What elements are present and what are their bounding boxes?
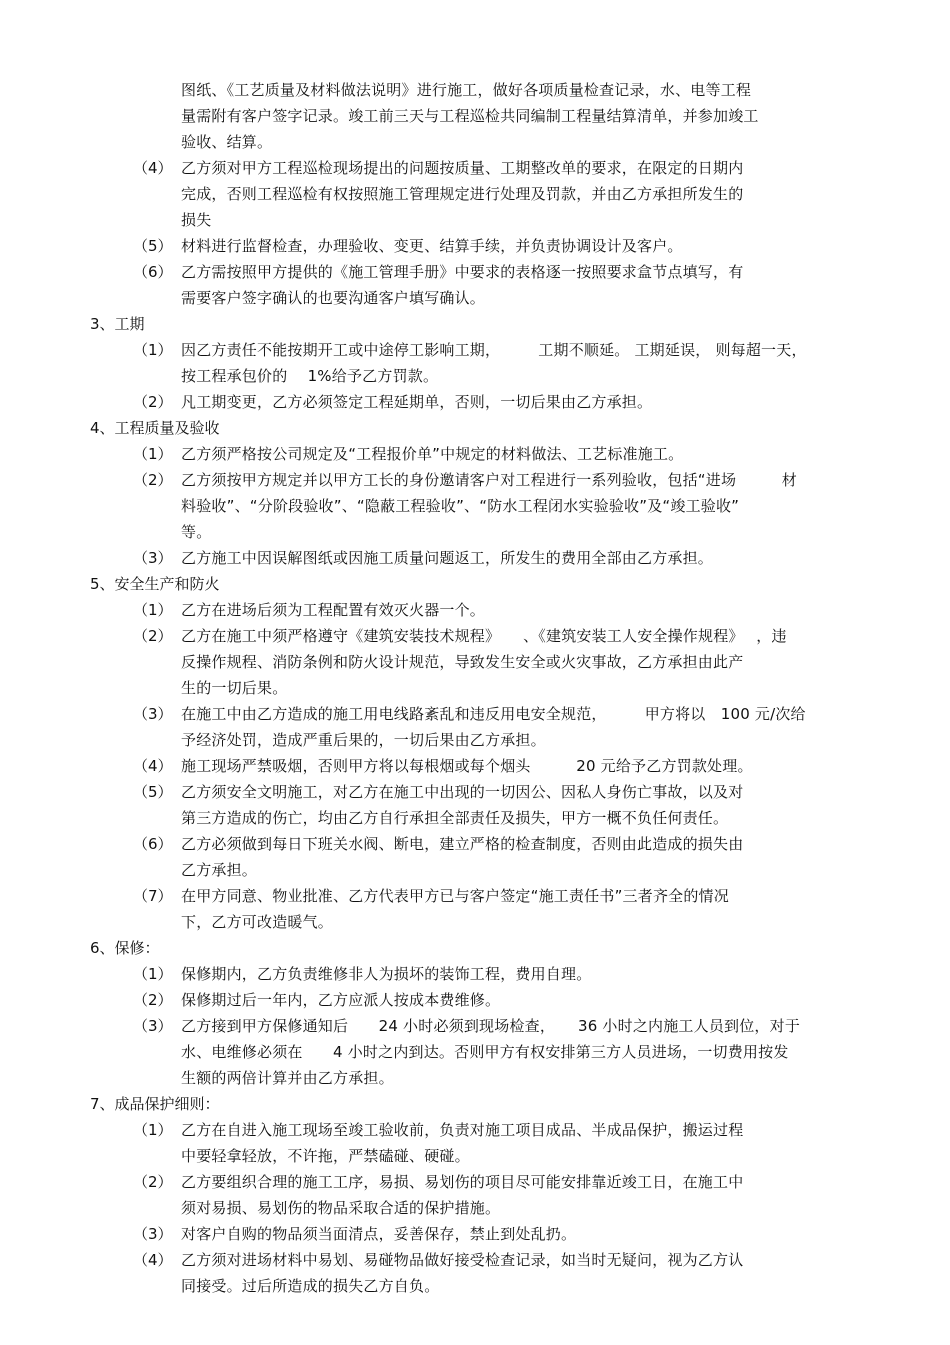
item-line: 对客户自购的物品须当面清点，妥善保存，禁止到处乱扔。 [181, 1225, 577, 1243]
item-number: （7） [133, 887, 173, 905]
item-line: 予经济处罚，造成严重后果的，一切后果由乙方承担。 [181, 731, 546, 749]
item-line: 生的一切后果。 [181, 679, 288, 697]
item-line: 乙方须按甲方规定并以甲方工长的身份邀请客户对工程进行一系列验收，包括“进场 材 [181, 471, 797, 489]
item-line: 乙方须对甲方工程巡检现场提出的问题按质量、工期整改单的要求，在限定的日期内 [181, 159, 744, 177]
item-number: （1） [133, 601, 173, 619]
item-number: （2） [133, 991, 173, 1009]
item-line: 乙方承担。 [181, 861, 258, 879]
item-line: 第三方造成的伤亡，均由乙方自行承担全部责任及损失，甲方一概不负任何责任。 [181, 809, 729, 827]
item-number: （4） [133, 757, 173, 775]
section-title: 5、安全生产和防火 [90, 575, 220, 593]
item-line: 保修期内，乙方负责维修非人为损坏的装饰工程，费用自理。 [181, 965, 592, 983]
item-number: （2） [133, 627, 173, 645]
item-line: 损失 [181, 211, 212, 229]
item-line: 需要客户签字确认的也要沟通客户填写确认。 [181, 289, 486, 307]
item-number: （2） [133, 393, 173, 411]
item-number: （3） [133, 1017, 173, 1035]
item-number: （3） [133, 549, 173, 567]
item-line: 按工程承包价的 1%给予乙方罚款。 [181, 367, 439, 385]
item-line: 反操作规程、消防条例和防火设计规范，导致发生安全或火灾事故，乙方承担由此产 [181, 653, 744, 671]
item-line: 施工现场严禁吸烟，否则甲方将以每根烟或每个烟头 20 元给予乙方罚款处理。 [181, 757, 753, 775]
item-line: 须对易损、易划伤的物品采取合适的保护措施。 [181, 1199, 501, 1217]
item-number: （2） [133, 471, 173, 489]
item-line: 生额的两倍计算并由乙方承担。 [181, 1069, 394, 1087]
item-line: 保修期过后一年内，乙方应派人按成本费维修。 [181, 991, 501, 1009]
item-line: 乙方接到甲方保修通知后 24 小时必须到现场检查， 36 小时之内施工人员到位，对于 [181, 1017, 801, 1035]
item-line: 同接受。过后所造成的损失乙方自负。 [181, 1277, 440, 1295]
item-line: 乙方在施工中须严格遵守《建筑安装技术规程》 、《建筑安装工人安全操作规程》 ，违 [181, 627, 787, 645]
item-line: 乙方须对进场材料中易划、易碰物品做好接受检查记录，如当时无疑问，视为乙方认 [181, 1251, 744, 1269]
section-title: 7、成品保护细则： [90, 1095, 220, 1113]
item-number: （4） [133, 159, 173, 177]
item-line: 乙方必须做到每日下班关水阀、断电，建立严格的检查制度，否则由此造成的损失由 [181, 835, 744, 853]
item-number: （3） [133, 1225, 173, 1243]
item-line: 水、电维修必须在 4 小时之内到达。否则甲方有权安排第三方人员进场，一切费用按发 [181, 1043, 789, 1061]
item-line: 在甲方同意、物业批准、乙方代表甲方已与客户签定“施工责任书”三者齐全的情况 [181, 887, 729, 905]
intro-line: 验收、结算。 [181, 133, 273, 151]
item-number: （6） [133, 263, 173, 281]
item-line: 乙方要组织合理的施工工序，易损、易划伤的项目尽可能安排靠近竣工日，在施工中 [181, 1173, 744, 1191]
item-line: 因乙方责任不能按期开工或中途停工影响工期， 工期不顺延。 工期延误， 则每超一天， [181, 341, 807, 359]
item-line: 乙方在自进入施工现场至竣工验收前，负责对施工项目成品、半成品保护，搬运过程 [181, 1121, 744, 1139]
intro-line: 图纸、《工艺质量及材料做法说明》进行施工，做好各项质量检查记录，水、电等工程 [181, 81, 752, 99]
item-line: 乙方需按照甲方提供的《施工管理手册》中要求的表格逐一按照要求盒节点填写，有 [181, 263, 744, 281]
item-number: （2） [133, 1173, 173, 1191]
item-number: （1） [133, 341, 173, 359]
section-title: 6、保修： [90, 939, 160, 957]
item-number: （5） [133, 783, 173, 801]
item-number: （3） [133, 705, 173, 723]
item-line: 乙方施工中因误解图纸或因施工质量问题返工，所发生的费用全部由乙方承担。 [181, 549, 714, 567]
item-line: 乙方在进场后须为工程配置有效灭火器一个。 [181, 601, 486, 619]
item-line: 料验收”、“分阶段验收”、“隐蔽工程验收”、“防水工程闭水实验验收”及“竣工验收” [181, 497, 740, 515]
item-line: 下，乙方可改造暖气。 [181, 913, 334, 931]
item-number: （1） [133, 1121, 173, 1139]
item-line: 等。 [181, 523, 212, 541]
intro-line: 量需附有客户签字记录。竣工前三天与工程巡检共同编制工程量结算清单，并参加竣工 [181, 107, 759, 125]
item-line: 材料进行监督检查，办理验收、变更、结算手续，并负责协调设计及客户。 [181, 237, 683, 255]
item-line: 凡工期变更，乙方必须签定工程延期单，否则，一切后果由乙方承担。 [181, 393, 653, 411]
item-number: （4） [133, 1251, 173, 1269]
item-line: 乙方须安全文明施工，对乙方在施工中出现的一切因公、因私人身伤亡事故，以及对 [181, 783, 744, 801]
item-line: 完成，否则工程巡检有权按照施工管理规定进行处理及罚款，并由乙方承担所发生的 [181, 185, 744, 203]
item-line: 乙方须严格按公司规定及“工程报价单”中规定的材料做法、工艺标准施工。 [181, 445, 684, 463]
item-number: （5） [133, 237, 173, 255]
item-line: 中要轻拿轻放，不许拖，严禁磕碰、硬碰。 [181, 1147, 470, 1165]
section-title: 3、工期 [90, 315, 145, 333]
item-number: （6） [133, 835, 173, 853]
section-title: 4、工程质量及验收 [90, 419, 220, 437]
item-line: 在施工中由乙方造成的施工用电线路紊乱和违反用电安全规范， 甲方将以 100 元/次给 [181, 705, 806, 723]
item-number: （1） [133, 965, 173, 983]
item-number: （1） [133, 445, 173, 463]
